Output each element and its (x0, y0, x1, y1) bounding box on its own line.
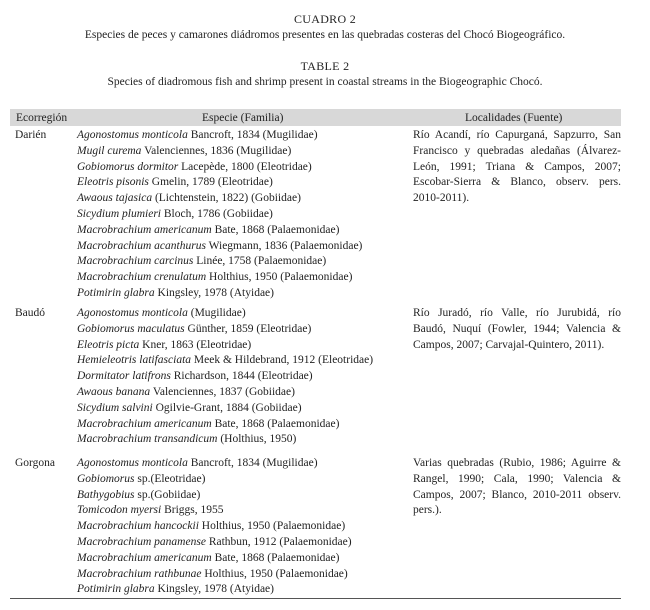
species-entry (77, 472, 407, 488)
species-cell (77, 306, 407, 448)
species-name: Macrobrachium panamense (77, 535, 206, 548)
species-name: Hemieleotris latifasciata (77, 354, 192, 367)
species-authority: Kingsley, 1978 (Atyidae) (154, 583, 274, 596)
species-authority: Richardson, 1844 (Eleotridae) (170, 370, 313, 383)
species-name: Eleotris picta (77, 338, 140, 351)
species-name: Potimirin glabra (77, 286, 155, 299)
table-header (10, 109, 621, 126)
species-entry (77, 519, 407, 535)
species-name: Macrobrachium americanum (77, 223, 212, 236)
species-entry (77, 401, 407, 417)
species-authority: Bloch, 1786 (Gobiidae) (161, 207, 273, 220)
species-name: Macrobrachium americanum (77, 551, 212, 564)
species-authority: Valenciennes, 1836 (Mugilidae) (141, 144, 292, 157)
species-entry (77, 582, 407, 598)
species-entry (77, 270, 407, 286)
species-entry (77, 535, 407, 551)
column-header-species: Especie (Familia) (202, 112, 284, 124)
species-entry (77, 369, 407, 385)
column-header-localities: Localidades (Fuente) (465, 112, 563, 124)
species-authority: Kner, 1863 (Eleotridae) (139, 338, 252, 351)
species-name: Macrobrachium transandicum (77, 433, 218, 446)
species-name: Gobiomorus dormitor (77, 160, 179, 173)
species-authority: Bate, 1868 (Palaemonidae) (211, 551, 340, 564)
species-entry (77, 306, 407, 322)
species-entry (77, 456, 407, 472)
species-authority: Günther, 1859 (Eleotridae) (184, 322, 312, 335)
species-authority: (Holthius, 1950) (217, 433, 297, 446)
species-authority: Briggs, 1955 (161, 504, 224, 517)
species-name: Macrobrachium rathbunae (77, 567, 202, 580)
species-authority: Linée, 1758 (Palaemonidae) (193, 255, 327, 268)
species-authority: Gmelin, 1789 (Eleotridae) (148, 176, 273, 189)
species-authority: Lacepède, 1800 (Eleotridae) (178, 160, 312, 173)
species-name: Tomicodon myersi (77, 504, 162, 517)
species-authority: Bancroft, 1834 (Mugilidae) (187, 129, 318, 141)
localities-cell: Río Juradó, río Valle, río Jurubidá, río Baudó, Nuquí (Fowler, 1944; Valencia & Campos, 2007; Carvajal-Quintero, 2011). (413, 307, 621, 351)
species-entry (77, 128, 407, 144)
species-authority: sp.(Eleotridae) (134, 472, 206, 485)
species-name: Sicydium plumieri (77, 207, 161, 220)
ecoregion-cell: Baudó (15, 307, 46, 319)
species-authority: Valenciennes, 1837 (Gobiidae) (150, 385, 295, 398)
species-entry (77, 385, 407, 401)
species-entry (77, 286, 407, 302)
species-name: Macrobrachium acanthurus (77, 239, 206, 252)
species-authority: Holthius, 1950 (Palaemonidae) (201, 567, 348, 580)
species-name: Mugil curema (77, 144, 142, 157)
species-entry (77, 551, 407, 567)
table-bottom-rule (10, 598, 621, 599)
species-name: Macrobrachium carcinus (77, 255, 194, 268)
species-entry (77, 239, 407, 255)
species-entry (77, 254, 407, 270)
species-authority: Rathbun, 1912 (Palaemonidae) (205, 535, 352, 548)
species-entry (77, 488, 407, 504)
species-cell (77, 128, 407, 302)
species-entry (77, 207, 407, 223)
species-name: Sicydium salvini (77, 401, 153, 414)
species-authority: Kingsley, 1978 (Atyidae) (154, 286, 274, 299)
caption-es-title: Especies de peces y camarones diádromos presentes en las quebradas costeras del Chocó Biogeográfico. (84, 29, 566, 41)
species-entry (77, 417, 407, 433)
caption-en-title: Species of diadromous fish and shrimp present in coastal streams in the Biogeographic Chocó. (107, 76, 543, 88)
species-entry (77, 175, 407, 191)
species-name: Eleotris pisonis (77, 176, 149, 189)
localities-cell: Varias quebradas (Rubio, 1986; Aguirre & Rangel, 1990; Cala, 1990; Valencia & Campos, 2007; Blanco, 2010-2011 observ. pers.). (413, 457, 621, 517)
species-name: Agonostomus monticola (77, 457, 188, 469)
species-entry (77, 353, 407, 369)
species-cell (77, 456, 407, 598)
species-entry (77, 191, 407, 207)
localities-cell: Río Acandí, río Capurganá, Sapzurro, San Francisco y quebradas aledañas (Álvarez-León, 1991; Triana & Campos, 2007; Escobar-Sierra & Blanco, observ. pers. 2010-2011). (413, 129, 621, 205)
species-name: Potimirin glabra (77, 583, 155, 596)
species-authority: (Mugilidae) (187, 307, 246, 319)
species-name: Macrobrachium hancockii (77, 520, 199, 533)
caption-en-label: TABLE 2 (300, 59, 350, 73)
species-authority: Bate, 1868 (Palaemonidae) (211, 417, 340, 430)
species-entry (77, 503, 407, 519)
species-entry (77, 223, 407, 239)
ecoregion-cell: Gorgona (15, 457, 56, 469)
species-name: Awaous banana (77, 385, 151, 398)
species-authority: Bancroft, 1834 (Mugilidae) (187, 457, 318, 469)
species-authority: Ogilvie-Grant, 1884 (Gobiidae) (152, 401, 302, 414)
species-authority: sp.(Gobiidae) (134, 488, 201, 501)
species-authority: Holthius, 1950 (Palaemonidae) (198, 520, 346, 533)
species-name: Bathygobius (77, 488, 135, 501)
column-header-ecoregion: Ecorregión (16, 112, 68, 124)
species-name: Gobiomorus maculatus (77, 322, 185, 335)
species-name: Agonostomus monticola (77, 129, 188, 141)
species-authority: Holthius, 1950 (Palaemonidae) (206, 271, 353, 284)
species-entry (77, 160, 407, 176)
species-name: Macrobrachium americanum (77, 417, 212, 430)
species-entry (77, 432, 407, 448)
species-entry (77, 338, 407, 354)
species-entry (77, 144, 407, 160)
caption-es-label: CUADRO 2 (293, 12, 357, 26)
species-name: Agonostomus monticola (77, 307, 188, 319)
species-authority: Wiegmann, 1836 (Palaemonidae) (205, 239, 363, 252)
species-authority: (Lichtenstein, 1822) (Gobiidae) (152, 192, 301, 205)
species-entry (77, 322, 407, 338)
species-name: Dormitator latifrons (77, 370, 171, 383)
species-entry (77, 567, 407, 583)
species-name: Gobiomorus (77, 472, 135, 485)
species-name: Awaous tajasica (77, 192, 153, 205)
species-authority: Bate, 1868 (Palaemonidae) (211, 223, 340, 236)
ecoregion-cell: Darién (15, 129, 47, 141)
species-authority: Meek & Hildebrand, 1912 (Eleotridae) (191, 354, 374, 367)
species-name: Macrobrachium crenulatum (77, 271, 207, 284)
